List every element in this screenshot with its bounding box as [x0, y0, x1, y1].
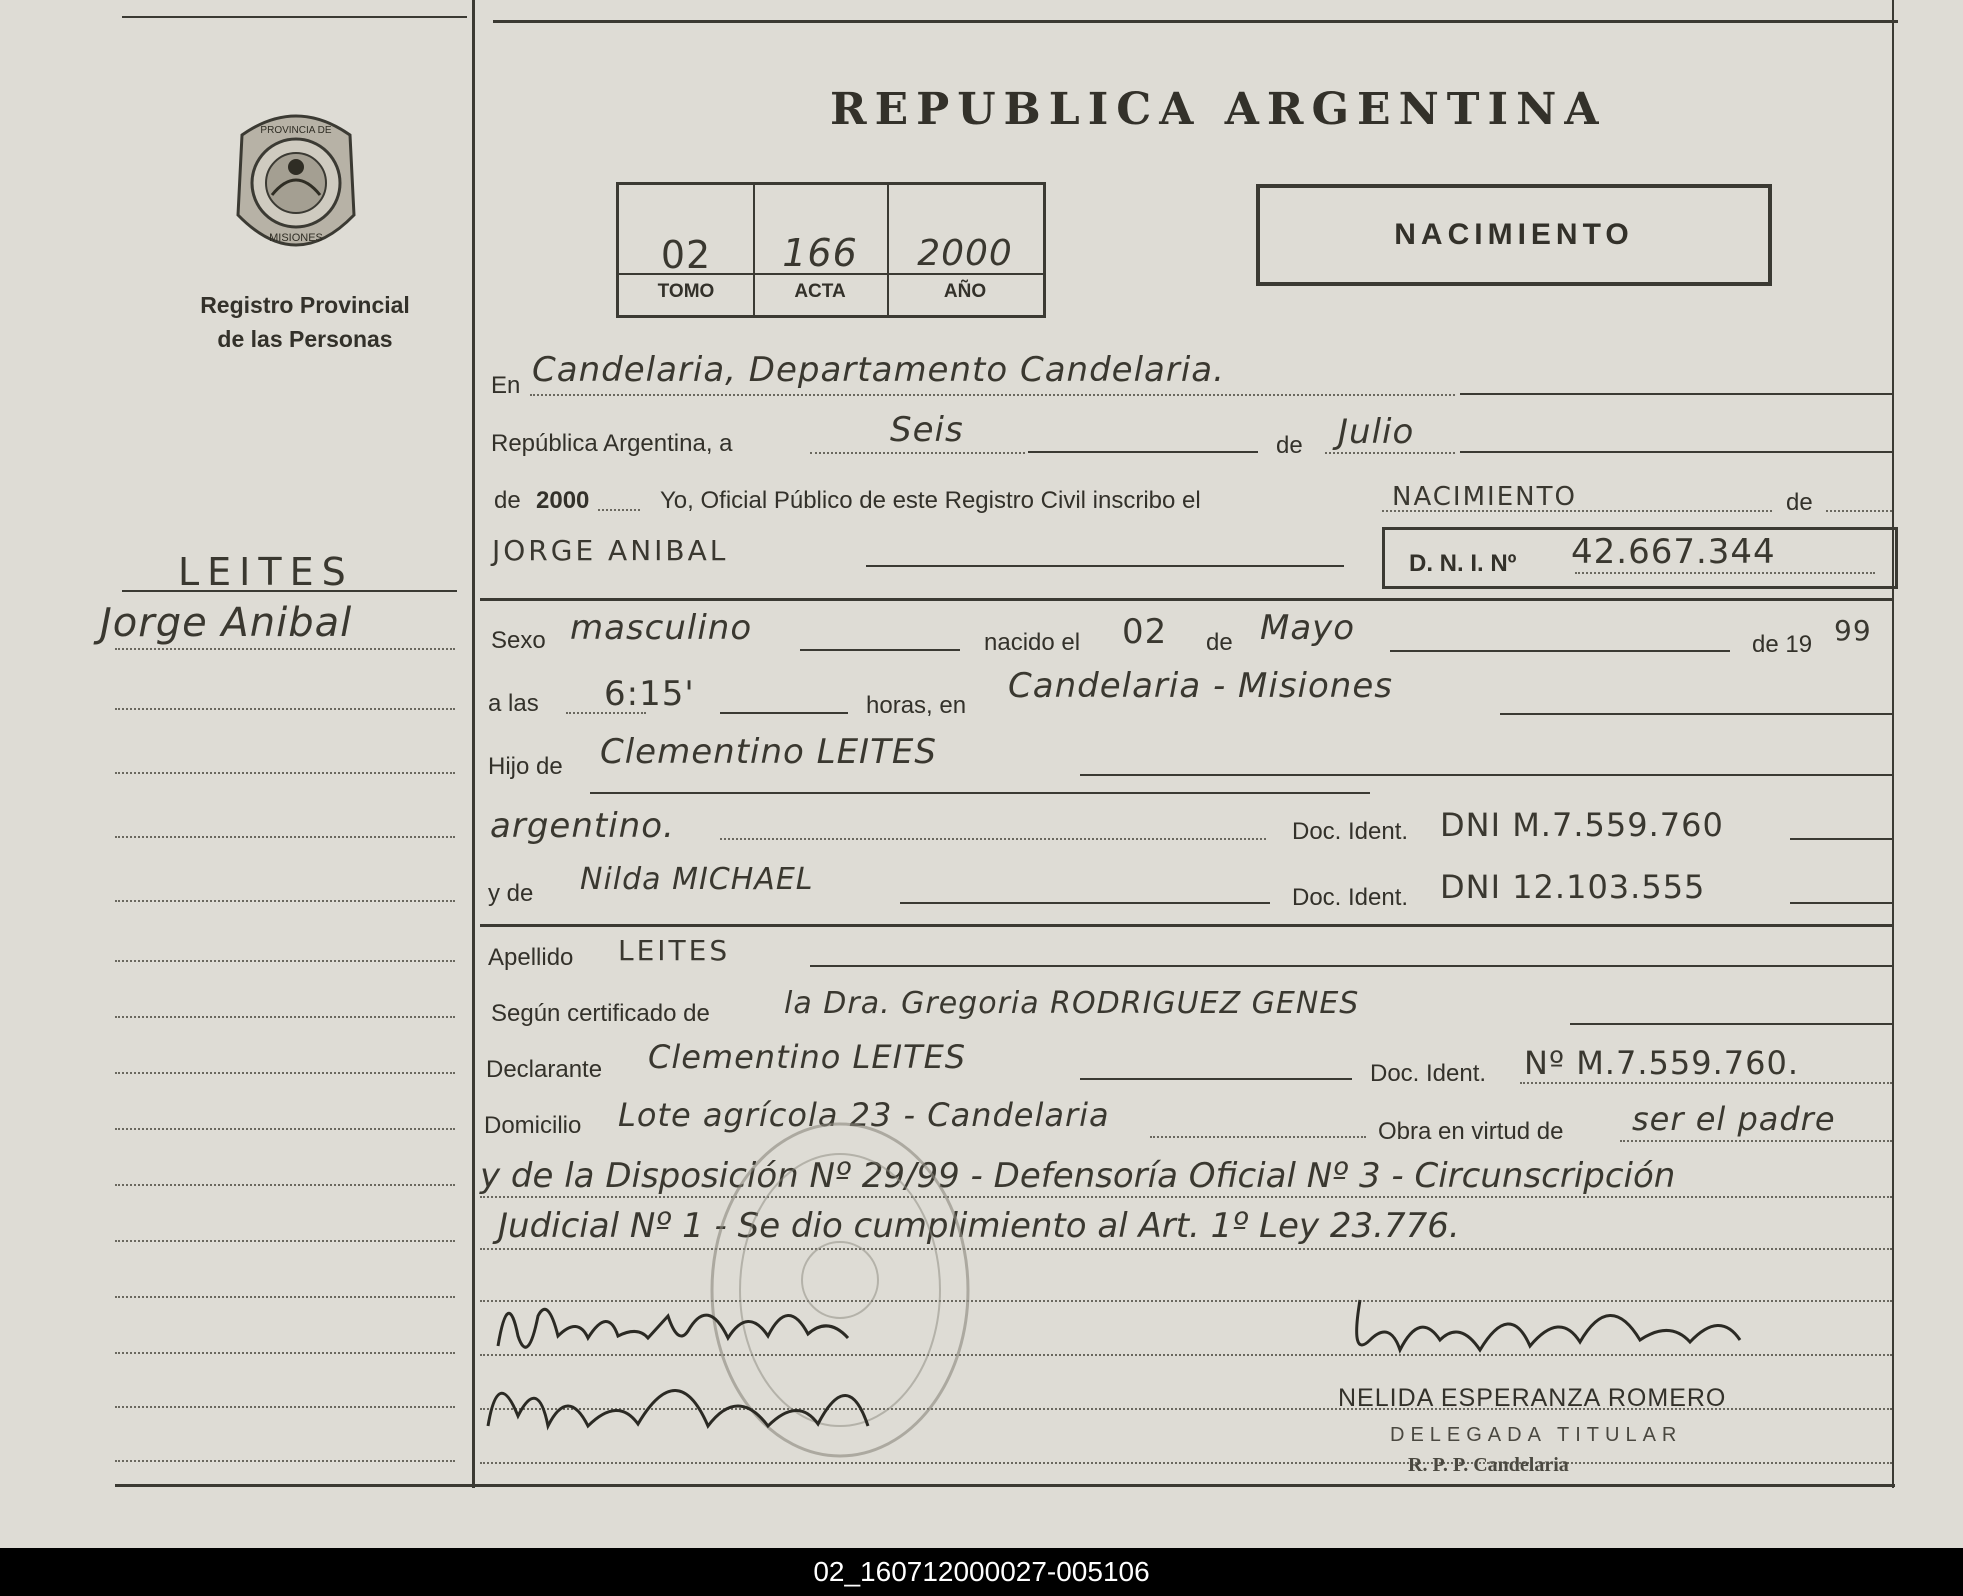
tomo-label: TOMO [657, 281, 715, 302]
margin-dotted-line [115, 772, 455, 774]
field-father-rule [1080, 774, 1892, 776]
label-domicilio: Domicilio [484, 1112, 582, 1139]
column-divider [472, 0, 475, 1488]
reason-line2-dotted [480, 1196, 1892, 1198]
label-nacido-el: nacido el [984, 629, 1081, 656]
label-obra: Obra en virtud de [1378, 1118, 1564, 1145]
label-y-de: y de [488, 880, 534, 907]
label-doc-ident-1: Doc. Ident. [1292, 818, 1409, 845]
field-place-dotted [530, 394, 1455, 396]
field-place-rule [1460, 393, 1892, 395]
blank-dotted-line [480, 1462, 1892, 1464]
label-sexo: Sexo [491, 627, 546, 654]
field-child-name: JORGE ANIBAL [492, 534, 729, 567]
act-type-label: NACIMIENTO [1394, 218, 1634, 251]
margin-dotted-line [115, 1016, 455, 1018]
margin-dotted-line [115, 960, 455, 962]
margin-dotted-line [115, 1184, 455, 1186]
field-surname: LEITES [618, 934, 731, 967]
margin-surname: LEITES [178, 550, 354, 594]
tomo-value: 02 [660, 233, 712, 277]
label-declarante: Declarante [486, 1056, 603, 1083]
reason-line3-dotted [480, 1248, 1892, 1250]
field-reason-start: ser el padre [1632, 1100, 1836, 1138]
field-nationality-dotted [720, 838, 1266, 840]
registry-name-line2: de las Personas [217, 326, 393, 352]
margin-dotted-line [115, 1296, 455, 1298]
margin-dotted-line [115, 836, 455, 838]
field-mother-doc-rule [1790, 902, 1892, 904]
field-act: NACIMIENTO [1392, 482, 1577, 512]
label-en: En [491, 372, 521, 399]
field-declarant-rule [1080, 1078, 1352, 1080]
dni-box [1382, 527, 1898, 589]
field-certificate-by: la Dra. Gregoria RODRIGUEZ GENES [784, 986, 1360, 1021]
field-mother-rule [900, 902, 1270, 904]
registry-name-line1: Registro Provincial [200, 292, 410, 318]
dni-label: D. N. I. Nº [1409, 550, 1517, 577]
province-emblem-icon [222, 105, 370, 263]
anio-label: AÑO [943, 281, 987, 302]
acta-label: ACTA [794, 281, 846, 302]
official-title: DELEGADA TITULAR [1390, 1424, 1683, 1446]
field-day-dotted [810, 452, 1025, 454]
field-father-doc: DNI M.7.559.760 [1440, 806, 1724, 844]
label-inscribo: Yo, Oficial Público de este Registro Civil inscribo el [660, 487, 1201, 514]
field-father-nationality: argentino. [490, 806, 675, 846]
margin-dotted-line [115, 1406, 455, 1408]
label-de-month: de [1276, 432, 1303, 459]
document-title: REPUBLICA ARGENTINA [830, 84, 1607, 135]
field-reason-line3: Judicial Nº 1 - Se dio cumplimiento al Art. 1º Ley 23.776. [498, 1206, 1460, 1246]
label-apellido: Apellido [488, 944, 574, 971]
field-dni: 42.667.344 [1571, 532, 1776, 572]
field-sex: masculino [570, 608, 753, 648]
field-mother-doc: DNI 12.103.555 [1440, 868, 1706, 906]
label-de-after-act: de [1786, 489, 1813, 516]
official-signature-icon [1340, 1280, 1760, 1390]
label-horas-en: horas, en [866, 692, 967, 719]
emblem-top-text: PROVINCIA DE [260, 125, 332, 136]
left-top-rule [122, 16, 467, 18]
margin-dotted-line [115, 708, 455, 710]
anio-value: 2000 [917, 233, 1013, 274]
label-a-las: a las [488, 690, 539, 717]
act-type-box [1256, 184, 1772, 286]
label-de-birth-month: de [1206, 629, 1233, 656]
field-declarant: Clementino LEITES [648, 1038, 967, 1076]
field-certificate-rule [1570, 1023, 1892, 1025]
field-child-name-rule [866, 565, 1344, 567]
field-de-dotted [1826, 510, 1892, 512]
field-month: Julio [1338, 412, 1415, 452]
bottom-rule [115, 1484, 1895, 1487]
margin-given-names: Jorge Anibal [100, 600, 353, 646]
label-segun: Según certificado de [491, 1000, 710, 1027]
label-hijo-de: Hijo de [488, 753, 563, 780]
field-day-rule [1028, 451, 1258, 453]
dni-dotted [1575, 572, 1875, 574]
image-id-footer: 02_160712000027-005106 [0, 1548, 1963, 1596]
parents-signature-icon [478, 1276, 938, 1446]
field-mother: Nilda MICHAEL [580, 862, 814, 897]
field-address-dotted [1150, 1136, 1366, 1138]
margin-dotted-line [115, 648, 455, 650]
right-border [1892, 0, 1894, 1488]
field-address: Lote agrícola 23 - Candelaria [618, 1096, 1110, 1134]
field-father-rule-2 [590, 792, 1370, 794]
field-reason-dotted [1620, 1140, 1892, 1142]
margin-dotted-line [115, 900, 455, 902]
margin-dotted-line [115, 1072, 455, 1074]
field-time-rule [720, 712, 848, 714]
official-office: R. P. P. Candelaria [1408, 1454, 1569, 1476]
field-place: Candelaria, Departamento Candelaria. [532, 350, 1225, 390]
field-month-dotted [1325, 452, 1455, 454]
field-birth-month: Mayo [1260, 608, 1356, 648]
field-birth-place-rule [1500, 713, 1892, 715]
margin-dotted-line [115, 1352, 455, 1354]
field-father-doc-rule [1790, 838, 1892, 840]
label-de-19: de 19 [1752, 631, 1813, 658]
field-birth-day: 02 [1122, 612, 1168, 652]
field-month-rule [1460, 451, 1892, 453]
margin-dotted-line [115, 1460, 455, 1462]
margin-dotted-line [115, 1240, 455, 1242]
field-day: Seis [890, 410, 964, 450]
field-declarant-doc: Nº M.7.559.760. [1524, 1044, 1799, 1082]
label-doc-ident-2: Doc. Ident. [1292, 884, 1409, 911]
field-birth-time: 6:15' [604, 674, 695, 714]
official-name: NELIDA ESPERANZA ROMERO [1338, 1384, 1727, 1412]
field-reason-line2: y de la Disposición Nº 29/99 - Defensoría Oficial Nº 3 - Circunscripción [480, 1156, 1676, 1196]
margin-dotted-line [115, 1128, 455, 1130]
field-year: 2000 [536, 487, 590, 514]
margin-surname-rule [122, 590, 457, 592]
section-rule [480, 598, 1892, 601]
field-birth-year: 99 [1834, 614, 1872, 647]
field-father: Clementino LEITES [600, 732, 937, 772]
field-birth-month-rule [1390, 650, 1730, 652]
field-sex-rule [800, 649, 960, 651]
field-surname-rule [810, 965, 1892, 967]
record-number-box [616, 182, 1046, 318]
label-de-year: de [494, 487, 521, 514]
acta-value: 166 [782, 231, 858, 275]
field-year-dotted [598, 509, 640, 511]
emblem-bottom-text: MISIONES [269, 232, 323, 244]
field-birth-place: Candelaria - Misiones [1008, 666, 1393, 706]
field-declarant-doc-dotted [1520, 1082, 1892, 1084]
section-rule-2 [480, 924, 1892, 927]
label-republica: República Argentina, a [491, 430, 733, 457]
label-doc-ident-3: Doc. Ident. [1370, 1060, 1487, 1087]
main-top-rule [493, 20, 1898, 23]
